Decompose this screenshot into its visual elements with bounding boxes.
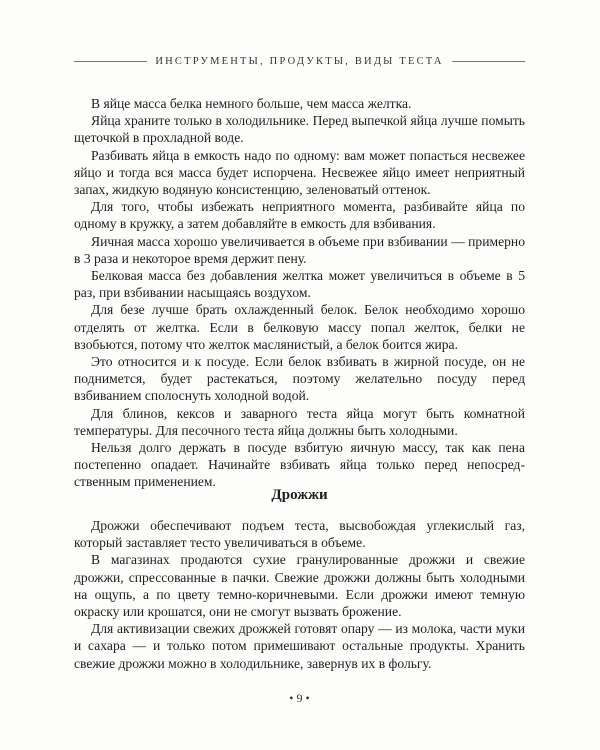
paragraph: В яйце масса белка немного больше, чем масса желтка. (91, 96, 412, 111)
paragraph: Для блинов, кексов и заварного теста яйца могут быть комнатной температуры. Для песочного теста яйца должны быть холодными. (74, 405, 525, 438)
header-rule-left (74, 61, 147, 62)
paragraph: Яичная масса хорошо увеличивается в объеме при взбивании — примерно в 3 раза и некоторое время держит пену. (74, 233, 525, 266)
paragraph: Это относится и к посуде. Если белок взбивать в жирной посуде, он не поднимется, будет растекаться, поэтому желательно посуду перед взбиванием сполоснуть холодной водой. (74, 354, 525, 404)
paragraph: Дрожжи обеспечивают подъем теста, высвобождая углекислый газ, который заставляет тесто увеличиваться в объеме. (74, 518, 525, 551)
paragraph: Разбивать яйца в емкость надо по одному: вам может попасться несвежее яйцо и тогда вся масса будет испорчена. Несвежее яйцо имеет неприятный запах, жидкую водяную консистенцию, зеленоватый оттенок. (74, 147, 525, 198)
yeast-text-block (74, 517, 525, 672)
paragraph: Для того, чтобы избежать неприятного момента, разбивайте яйца по одному в кружку, а затем добавляйте в емкость для взбивания. (74, 199, 525, 232)
paragraph: Белковая масса без добавления желтка может увеличиться в объеме в 5 раз, при взбивании насыщаясь воздухом. (74, 268, 525, 301)
running-header-title: ИНСТРУМЕНТЫ, ПРОДУКТЫ, ВИДЫ ТЕСТА (155, 55, 444, 67)
eggs-text-block (74, 95, 525, 491)
paragraph: Для безе лучше брать охлажденный белок. Белок необходимо хорошо отделять от желтка. Если в белковую массу попал желток, белки не взобьются, потому что желток маслянистый, а белок боится жира. (74, 302, 525, 352)
paragraph: Для активизации свежих дрожжей готовят опару — из молока, части муки и сахара — и только потом примешивают остальные продукты. Хранить свежие дрожжи можно в холодильнике, завернув их в фольгу. (74, 621, 525, 671)
paragraph: В магазинах продаются сухие гранулированные дрожжи и свежие дрожжи, спрессованные в пачки. Свежие дрожжи должны быть холодными на ощупь, а по цвету темно-коричневыми. Если дрожжи имеют темную окраску или крошатся, они не смогут вызвать брожение. (74, 552, 525, 620)
running-header (74, 54, 525, 68)
header-rule-right (452, 61, 525, 62)
page-number: • 9 • (289, 691, 310, 705)
paragraph: Нельзя долго держать в посуде взбитую яичную массу, так как пена постепенно опадает. Начинайте взбивать яйца только перед непосредственным применением. (74, 440, 525, 490)
paragraph: Яйца храните только в холодильнике. Перед выпечкой яйца лучше помыть щеточкой в прохладной воде. (74, 113, 525, 146)
section-heading-yeast: Дрожжи (271, 487, 328, 503)
